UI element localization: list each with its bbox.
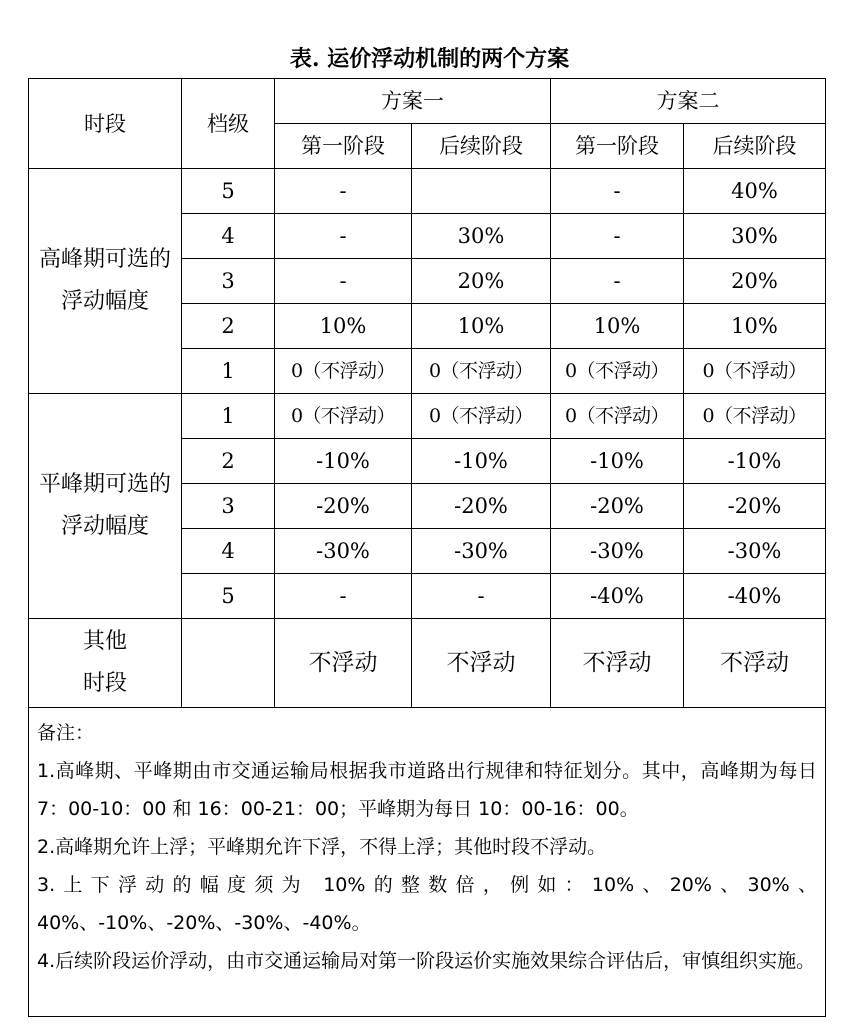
level-cell: 2 [182,439,275,484]
value-cell: 10% [412,304,551,349]
value-cell: 30% [412,214,551,259]
header-plan1-stage-later: 后续阶段 [412,124,551,169]
value-cell: 0（不浮动） [412,394,551,439]
value-cell: 10% [551,304,684,349]
note-item: 2.高峰期允许上浮；平峰期允许下浮，不得上浮；其他时段不浮动。 [37,836,607,858]
value-cell: -40% [551,574,684,619]
header-period: 时段 [29,79,182,169]
value-cell: 10% [275,304,412,349]
value-cell: -10% [684,439,826,484]
value-cell: -20% [551,484,684,529]
peak-period-label: 高峰期可选的浮动幅度 [29,169,182,394]
value-cell: -40% [684,574,826,619]
value-cell: -10% [412,439,551,484]
value-cell: - [412,574,551,619]
table-row [29,394,826,439]
note-item: 4.后续阶段运价浮动，由市交通运输局对第一阶段运价实施效果综合评估后，审慎组织实施。 [37,950,816,972]
level-cell [182,619,275,708]
value-cell: 0（不浮动） [275,394,412,439]
header-plan1: 方案一 [275,79,551,124]
header-plan2-stage-later: 后续阶段 [684,124,826,169]
level-cell: 5 [182,574,275,619]
level-cell: 5 [182,169,275,214]
value-cell: 20% [684,259,826,304]
value-cell: 不浮动 [275,619,412,708]
value-cell: -30% [551,529,684,574]
value-cell: - [275,259,412,304]
value-cell: 0（不浮动） [684,394,826,439]
value-cell: - [275,574,412,619]
value-cell: 0（不浮动） [275,349,412,394]
table-row-other [29,619,826,708]
value-cell: 0（不浮动） [551,394,684,439]
value-cell: 40% [684,169,826,214]
fare-table [28,78,826,1017]
value-cell: - [551,169,684,214]
value-cell: 30% [684,214,826,259]
value-cell: -30% [275,529,412,574]
table-title: 表. 运价浮动机制的两个方案 [289,46,570,72]
table-row [29,169,826,214]
value-cell [412,169,551,214]
notes-row [29,708,826,1017]
level-cell: 2 [182,304,275,349]
value-cell: - [551,259,684,304]
header-row-1 [29,79,826,124]
value-cell: -10% [551,439,684,484]
value-cell: 0（不浮动） [551,349,684,394]
header-plan1-stage1: 第一阶段 [275,124,412,169]
value-cell: -20% [275,484,412,529]
level-cell: 3 [182,259,275,304]
level-cell: 4 [182,214,275,259]
value-cell: 不浮动 [412,619,551,708]
value-cell: -30% [684,529,826,574]
value-cell: 20% [412,259,551,304]
level-cell: 4 [182,529,275,574]
value-cell: 10% [684,304,826,349]
note-item: 1.高峰期、平峰期由市交通运输局根据我市道路出行规律和特征划分。其中，高峰期为每日 7：00-10：00 和 16：00-21：00；平峰期为每日 10：00-16：00。 [37,760,817,820]
value-cell: -30% [412,529,551,574]
value-cell: - [275,169,412,214]
value-cell: 0（不浮动） [412,349,551,394]
level-cell: 1 [182,394,275,439]
value-cell: - [551,214,684,259]
header-plan2-stage1: 第一阶段 [551,124,684,169]
value-cell: 0（不浮动） [684,349,826,394]
value-cell: - [275,214,412,259]
value-cell: -20% [412,484,551,529]
other-period-label: 其他时段 [29,619,182,708]
value-cell: -10% [275,439,412,484]
note-item: 3.上下浮动的幅度须为 10%的整数倍，例如：10%、20%、30%、40%、-10%、-20%、-30%、-40%。 [37,874,817,934]
level-cell: 1 [182,349,275,394]
value-cell: 不浮动 [684,619,826,708]
value-cell: 不浮动 [551,619,684,708]
header-plan2: 方案二 [551,79,826,124]
value-cell: -20% [684,484,826,529]
offpeak-period-label: 平峰期可选的浮动幅度 [29,394,182,619]
notes-heading: 备注： [37,722,95,744]
header-level: 档级 [182,79,275,169]
level-cell: 3 [182,484,275,529]
notes-cell [29,708,826,1017]
